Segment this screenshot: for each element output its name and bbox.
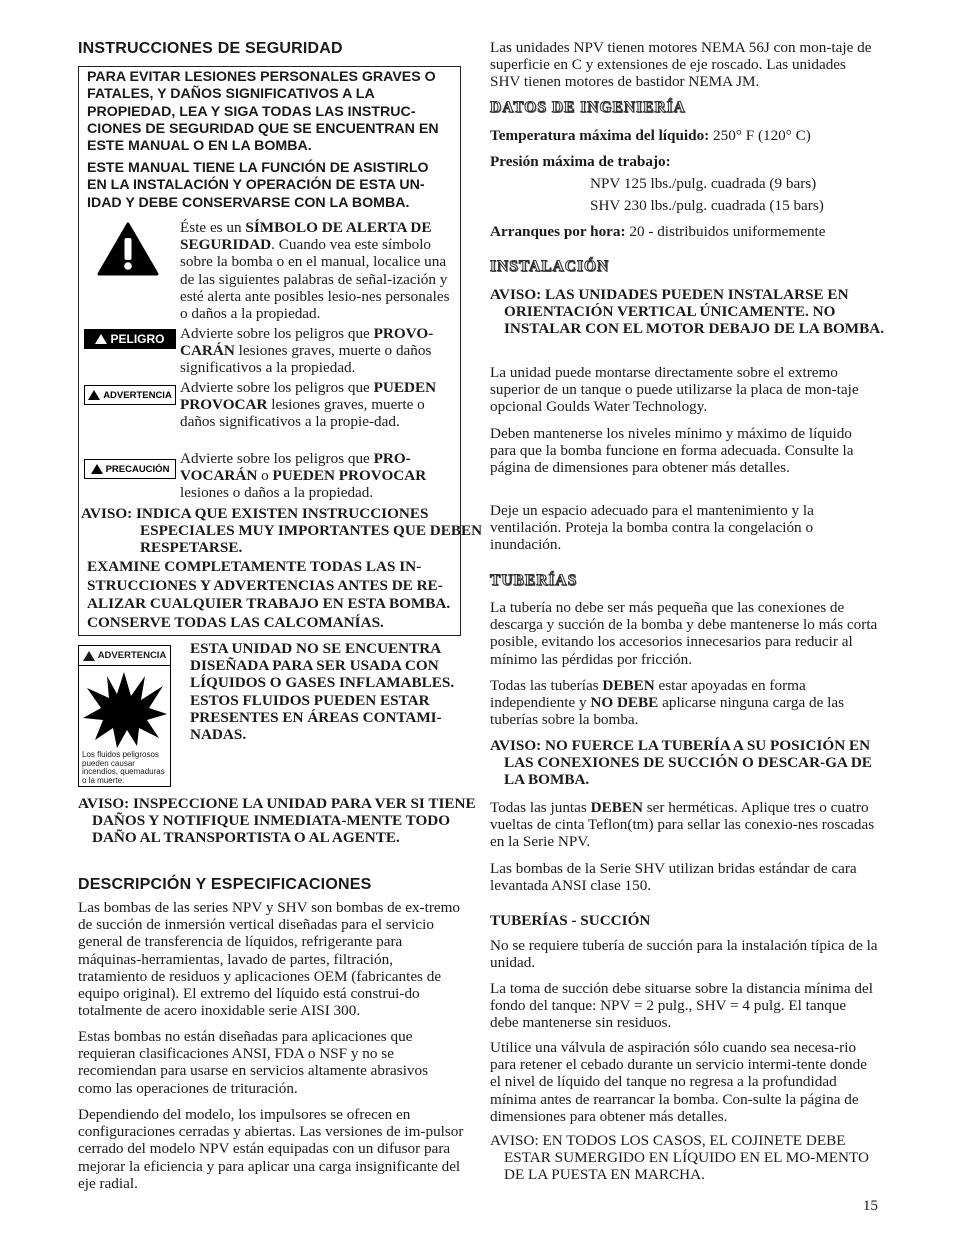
precaucion-text: Advierte sobre los peligros que PRO-VOCARÁN o PUEDEN PROVOCAR lesiones o daños a la propiedad.: [180, 450, 427, 502]
warning-triangle-icon: [83, 651, 95, 661]
page-number: 15: [862, 1197, 878, 1214]
piping-paragraph-1: La tubería no debe ser más pequeña que las conexiones de descarga y succión de la bomba y debe mantenerse lo más corta posible, evitando los accesorios innecesarios para reducir al mínimo las pérdidas por fricción.: [490, 599, 878, 668]
warning-triangle-icon: [95, 334, 107, 344]
suction-aviso: AVISO: EN TODOS LOS CASOS, EL COJINETE DEBE ESTAR SUMERGIDO EN LÍQUIDO EN EL MO-MENTO DE LA PUESTA EN MARCHA.: [490, 1132, 869, 1184]
installation-aviso: AVISO: LAS UNIDADES PUEDEN INSTALARSE EN ORIENTACIÓN VERTICAL ÚNICAMENTE. NO INSTALAR CON EL MOTOR DEBAJO DE LA BOMBA.: [490, 286, 885, 338]
max-temperature: Temperatura máxima del líquido: 250° F (120° C): [490, 127, 811, 144]
installation-paragraph-2: Deben mantenerse los niveles mínimo y máximo de líquido para que la bomba funcione en forma adecuada. Consulte la página de dimensiones para obtener más detalles.: [490, 425, 854, 477]
peligro-badge: PELIGRO: [84, 329, 176, 349]
pressure-shv: SHV 230 lbs./pulg. cuadrada (15 bars): [590, 197, 824, 214]
advertencia-badge: ADVERTENCIA: [84, 385, 176, 405]
suction-paragraph-2: La toma de succión debe situarse sobre la distancia mínima del fondo del tanque: NPV = 2 pulg., SHV = 4 pulg. El tanque debe mantenerse sin residuos.: [490, 980, 873, 1032]
warning-triangle-icon: [88, 390, 100, 400]
safety-box: [78, 66, 483, 636]
conserve-text: CONSERVE TODAS LAS CALCOMANÍAS.: [87, 614, 384, 631]
advertencia-text: Advierte sobre los peligros que PUEDEN PROVOCAR lesiones graves, muerte o daños significativos a la propie-dad.: [180, 379, 437, 431]
box-manual-paragraph: ESTE MANUAL TIENE LA FUNCIÓN DE ASISTIRLO EN LA INSTALACIÓN Y OPERACIÓN DE ESTA UN-IDAD Y DEBE CONSERVARSE CON LA BOMBA.: [87, 160, 429, 211]
installation-paragraph-1: La unidad puede montarse directamente sobre el extremo superior de un tanque o puede utilizarse la placa de mon-taje opcional Goulds Water Technology.: [490, 364, 859, 416]
starts-per-hour: Arranques por hora: 20 - distribuidos uniformemente: [490, 223, 826, 240]
flammable-warning-text: ESTA UNIDAD NO SE ENCUENTRA DISEÑADA PARA SER USADA CON LÍQUIDOS O GASES INFLAMABLES. ESTOS FLUIDOS PUEDEN ESTAR PRESENTES EN ÁREAS CONTAMI-NADAS.: [190, 640, 455, 744]
piping-paragraph-4: Las bombas de la Serie SHV utilizan bridas estándar de cara levantada ANSI clase 150.: [490, 860, 857, 895]
warning-triangle-icon: [91, 464, 103, 474]
flammable-caption: Los fluidos peligrosos pueden causar incendios, quemaduras o la muerte.: [82, 750, 165, 786]
aviso-box-text: AVISO: INDICA QUE EXISTEN INSTRUCCIONES ESPECIALES MUY IMPORTANTES QUE DEBEN RESPETARSE.: [81, 505, 483, 557]
alert-symbol-text: Éste es un SÍMBOLO DE ALERTA DE SEGURIDAD. Cuando vea este símbolo sobre la bomba o en el manual, localice una de las siguientes palabras de señal-ización y esté alerta ante posibles lesio-nes personales o daños a la propiedad.: [180, 219, 450, 323]
motors-paragraph: Las unidades NPV tienen motores NEMA 56J con mon-taje de superficie en C y extensiones de eje roscado. Las unidades SHV tienen motores de bastidor NEMA JM.: [490, 39, 872, 91]
description-paragraph-3: Dependiendo del modelo, los impulsores se ofrecen en configuraciones cerradas y abiertas. Las versiones de im-pulsor cerrado del modelo NPV están equipadas con un difusor para mejorar la eficiencia y para aplicar una carga insignificante del eje radial.: [78, 1106, 464, 1192]
piping-paragraph-3: Todas las juntas DEBEN ser herméticas. Aplique tres o cuatro vueltas de cinta Teflon(tm) para sellar las conexio-nes roscadas en la Serie NPV.: [490, 799, 875, 851]
flammable-label-header: ADVERTENCIA: [79, 646, 170, 666]
examine-text: EXAMINE COMPLETAMENTE TODAS LAS IN-STRUCCIONES Y ADVERTENCIAS ANTES DE RE-ALIZAR CUALQUIER TRABAJO EN ESTA BOMBA.: [87, 558, 451, 612]
description-paragraph-1: Las bombas de las series NPV y SHV son bombas de ex-tremo de succión de inmersión vertical diseñadas para el servicio general de transferencia de líquidos, refrigerante para máquinas-herramientas, lavado de partes, filtración, tratamiento de residuos y aplicaciones OEM (fabricantes de equipo original). El extremo del líquido está construi-do totalmente de acero inoxidable serie AISI 300.: [78, 899, 461, 1020]
engineering-data-heading: DATOS DE INGENIERÍA: [490, 99, 686, 116]
flammable-warning-label: [78, 645, 171, 787]
piping-aviso: AVISO: NO FUERCE LA TUBERÍA A SU POSICIÓN EN LAS CONEXIONES DE SUCCIÓN O DESCAR-GA DE LA BOMBA.: [490, 737, 872, 789]
piping-heading: TUBERÍAS: [490, 572, 578, 589]
box-warning-paragraph: PARA EVITAR LESIONES PERSONALES GRAVES O FATALES, Y DAÑOS SIGNIFICATIVOS A LA PROPIEDAD, LEA Y SIGA TODAS LAS INSTRUC-CIONES DE SEGURIDAD QUE SE ENCUENTRAN EN ESTE MANUAL O EN LA BOMBA.: [87, 69, 439, 155]
suction-paragraph-1: No se requiere tubería de succión para la instalación típica de la unidad.: [490, 937, 878, 972]
precaucion-badge: PRECAUCIÓN: [84, 459, 176, 479]
installation-heading: INSTALACIÓN: [490, 258, 610, 275]
explosion-icon: [79, 666, 170, 750]
suction-paragraph-3: Utilice una válvula de aspiración sólo cuando sea necesa-rio para retener el cebado durante un servicio intermi-tente donde el nivel de líquido del tanque no regresa a la profundidad mínima antes de rearrancar la bomba. Con-sulte la página de dimensiones para obtener más detalles.: [490, 1039, 867, 1125]
installation-paragraph-3: Deje un espacio adecuado para el mantenimiento y la ventilación. Proteja la bomba contra la congelación o inundación.: [490, 502, 814, 554]
pressure-npv: NPV 125 lbs./pulg. cuadrada (9 bars): [590, 175, 817, 192]
safety-alert-icon: [97, 222, 159, 276]
description-paragraph-2: Estas bombas no están diseñadas para aplicaciones que requieran clasificaciones ANSI, FDA o NSF y no se recomiendan para usarse en servicios altamente abrasivos como las operaciones de trituración.: [78, 1028, 429, 1097]
aviso-inspect-text: AVISO: INSPECCIONE LA UNIDAD PARA VER SI TIENE DAÑOS Y NOTIFIQUE INMEDIATA-MENTE TODO DAÑO AL TRANSPORTISTA O AL AGENTE.: [78, 795, 476, 847]
peligro-text: Advierte sobre los peligros que PROVO-CARÁN lesiones graves, muerte o daños significativos a la propiedad.: [180, 325, 434, 377]
piping-paragraph-2: Todas las tuberías DEBEN estar apoyadas en forma independiente y NO DEBE aplicarse ninguna carga de las tuberías sobre la bomba.: [490, 677, 844, 729]
suction-heading: TUBERÍAS - SUCCIÓN: [490, 912, 651, 929]
safety-heading: INSTRUCCIONES DE SEGURIDAD: [78, 40, 343, 57]
max-pressure-label: Presión máxima de trabajo:: [490, 153, 671, 170]
description-heading: DESCRIPCIÓN Y ESPECIFICACIONES: [78, 876, 372, 893]
